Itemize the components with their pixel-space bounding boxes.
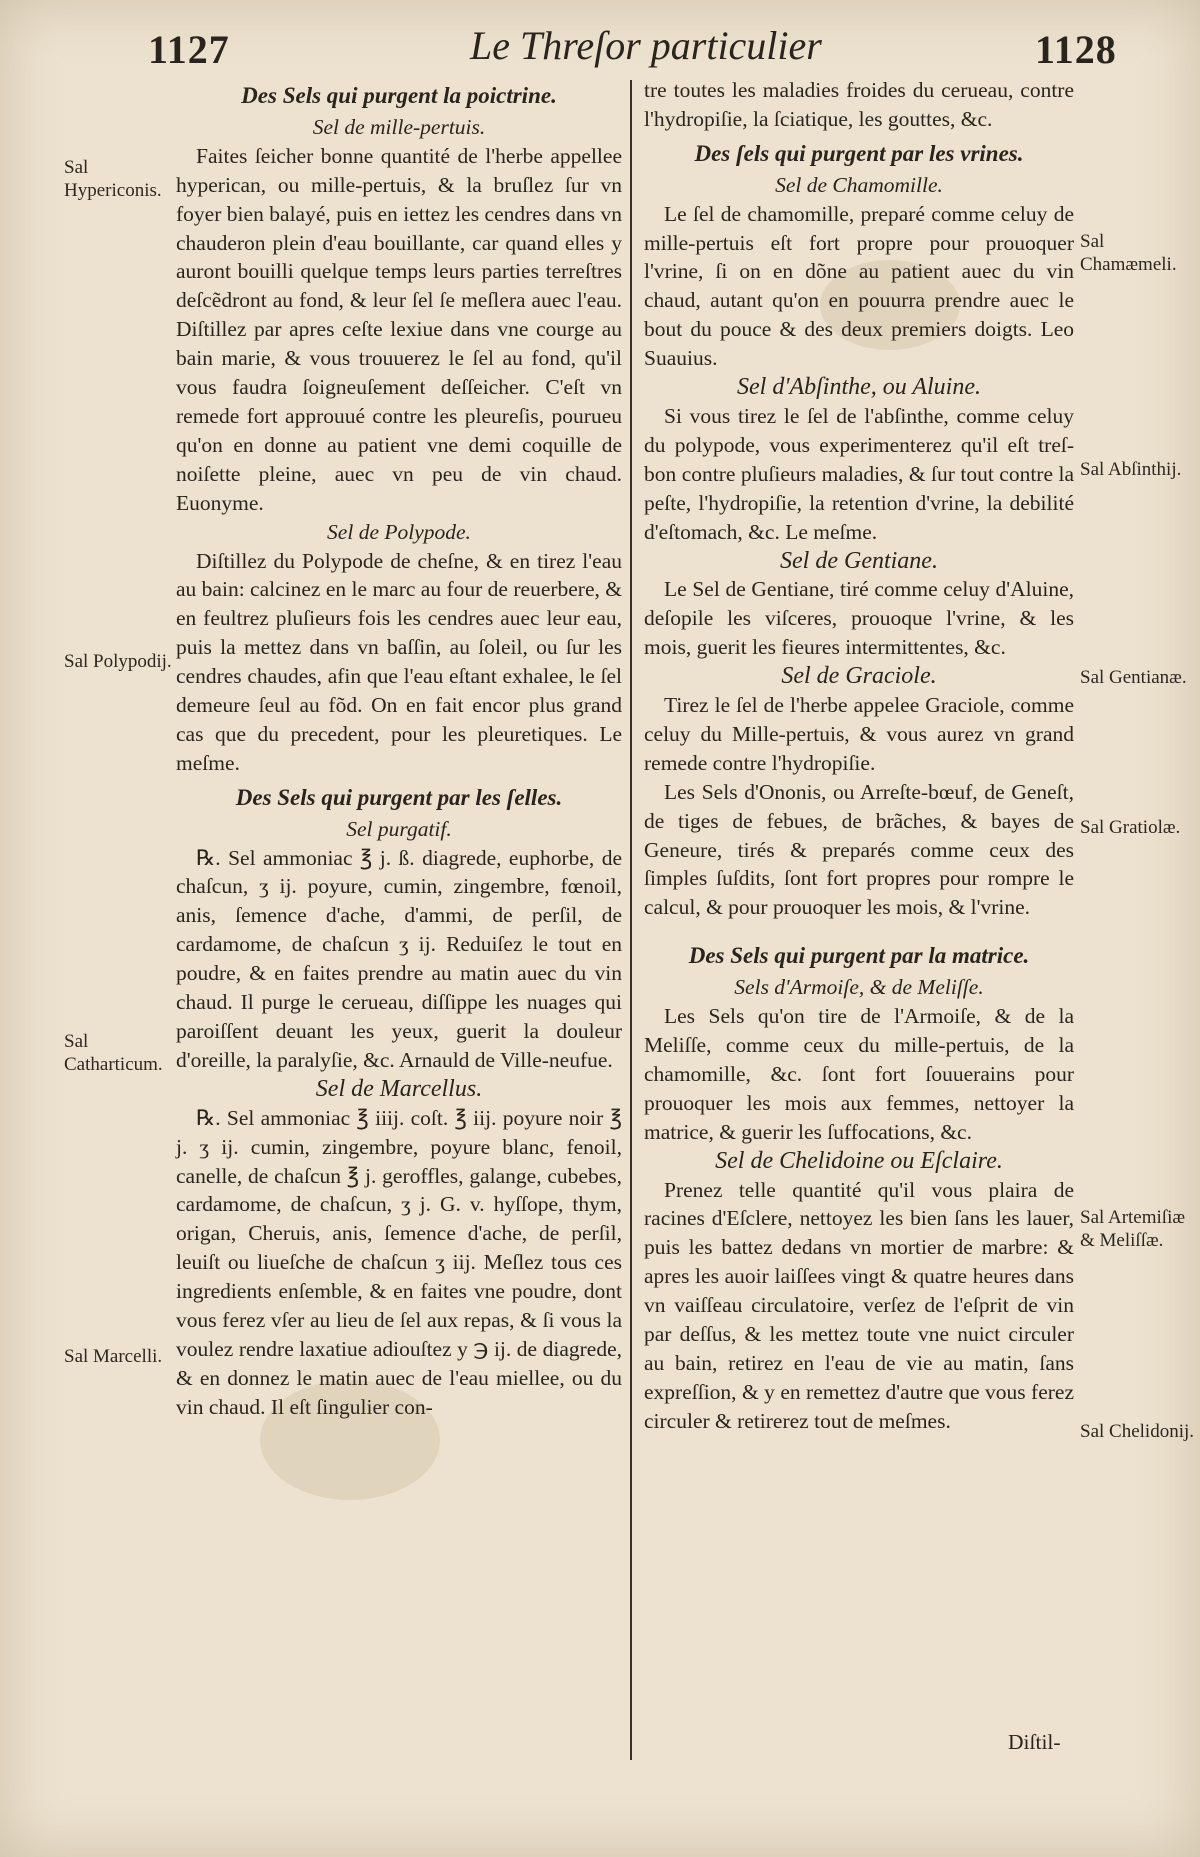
body-paragraph: Les Sels d'Ononis, ou Arreſte-bœuf, de Geneſt, de tiges de febues, de brãches, & bayes de Geneure, tirés & preparés comme ceux des ſimples ſuſdits, ſont fort propres pour rompre le calcul, & pour prouoquer les mois, & l'vrine. (644, 779, 1074, 920)
running-header (0, 18, 1200, 72)
page-number-right: 1128 (1035, 27, 1117, 72)
body-paragraph: Le ſel de chamomille, preparé comme celuy de mille-pertuis eſt fort propre pour prouoquer l'vrine, ſi on en dõne au patient auec du vin chaud, autant qu'on en pouurra prendre auec le bout du pouce & des deux premiers doigts. Leo Suauius. (644, 201, 1074, 371)
section-heading: Des Sels qui purgent par les ſelles. (235, 784, 563, 810)
page-number-left: 1127 (148, 27, 230, 72)
recipe-heading: Sel de Gentiane. (780, 547, 938, 574)
running-title: Le Threſor particulier (470, 23, 822, 68)
recipe-heading: Sel d'Abſinthe, ou Aluine. (737, 374, 981, 401)
body-paragraph: Tirez le ſel de l'herbe appelee Graciole, comme celuy du Mille-pertuis, & vous aurez vn grand remede contre l'hydropiſie. (644, 693, 1074, 775)
body-paragraph: Prenez telle quantité qu'il vous plaira de racines d'Eſclere, nettoyez les bien ſans les lauer, puis les battez dedans vn mortier de marbre: & apres les auoir laiſſees vingt & quatre heures dans vn vaiſſeau circulatoire, verſez de l'eſprit de vin par deſſus, & les mettez toute vne nuict circuler au bain, retirez en l'eau de vie au matin, ſans expreſſion, & y en remettez d'autre que vous ferez circuler & retirerez tout de meſmes. (644, 1177, 1074, 1433)
column-divider (630, 80, 632, 1760)
left-column (176, 76, 622, 1422)
recipe-heading: Sels d'Armoiſe, & de Meliſſe. (734, 975, 984, 1000)
body-paragraph: ℞. Sel ammoniac ℥ j. ß. diagrede, euphorbe, de chaſcun, ʒ ij. poyure, cumin, zingembre, fœnoil, anis, ſemence d'ache, d'ammi, de perſil, de cardamome, de chaſcun ʒ ij. Reduiſez le tout en poudre, & en faites prendre au matin auec du vin chaud. Il purge le cerueau, diſſippe les nuages qui paroiſſent deuant les yeux, guerit la douleur d'oreille, la paralyſie, &c. Arnauld de Ville-neufue. (176, 845, 622, 1072)
body-paragraph: ℞. Sel ammoniac ℥ iiij. coſt. ℥ iij. poyure noir ℥ j. ʒ ij. cumin, zingembre, poyure blanc, fenoil, canelle, de chaſcun ℥ j. geroffles, galange, cubebes, cardamome, de chaſcun, ʒ j. G. v. hyſſope, thym, origan, Cheruis, anis, ſemence d'ache, de perſil, leuiſt ou liueſche de chaſcun ʒ iij. Meſlez tous ces ingredients enſemble, & en faites vne poudre, dont vous ferez vſer au lieu de ſel aux repas, & ſi vous la voulez rendre laxatiue adiouſtez y ℈ ij. de diagrede, & en donnez le matin auec de l'eau miellee, ou du vin chaud. Il eſt ſingulier con- (176, 1105, 622, 1419)
recipe-heading: Sel de Chelidoine ou Eſclaire. (715, 1147, 1003, 1174)
margin-note-sal-hypericonis: Sal Hypericonis. (64, 157, 162, 201)
spacer (644, 922, 1074, 936)
body-paragraph: Si vous tirez le ſel de l'abſinthe, comme celuy du polypode, vous experimenterez qu'il eſt treſ-bon contre pluſieurs maladies, & ſur tout contre la peſte, l'hydropiſie, la retention d'vrine, la debilité d'eſtomach, &c. Le meſme. (644, 403, 1074, 544)
body-paragraph: Le Sel de Gentiane, tiré comme celuy d'Aluine, deſopile les viſceres, prouoque l'vrine, & les mois, guerit les fieures intermittentes, &c. (644, 577, 1074, 660)
recipe-heading: Sel de Graciole. (781, 663, 937, 690)
recipe-heading: Sel de Polypode. (327, 519, 471, 544)
body-paragraph: Les Sels qu'on tire de l'Armoiſe, & de la Meliſſe, comme ceux du mille-pertuis, de la chamomille, &c. ſont fort ſouuerains pour prouoquer les mois aux femmes, nettoyer la matrice, & guerir les ſuffocations, &c. (644, 1004, 1074, 1144)
catchword: Diſtil- (1008, 1730, 1061, 1754)
margin-note-sal-chamaemeli: Sal Chamæmeli. (1080, 231, 1177, 275)
recipe-heading: Sel de mille-pertuis. (312, 114, 486, 139)
section-heading: Des Sels qui purgent par la matrice. (688, 943, 1030, 969)
section-heading: Des Sels qui purgent la poictrine. (241, 83, 557, 108)
right-column (644, 76, 1074, 1436)
body-paragraph: Diſtillez du Polypode de cheſne, & en tirez l'eau au bain: calcinez en le marc au four de reuerbere, & en feultrez pluſieurs fois les cendres auec leur eau, puis la mettez dans vn baſſin, au ſoleil, ou ſur les cendres chaudes, afin que l'eau eſtant exhalee, le ſel demeure ſeul au fõd. On en fait encor plus grand cas que du precedent, pour les pleuretiques. Le meſme. (176, 548, 622, 775)
margin-note-sal-marcelli: Sal Marcelli. (64, 1346, 163, 1367)
recipe-heading: Sel de Chamomille. (775, 172, 943, 197)
recipe-heading: Sel purgatif. (346, 816, 452, 841)
margin-note-sal-gratiolae: Sal Gratiolæ. (1080, 817, 1181, 838)
margin-note-sal-gentianae: Sal Gentianæ. (1080, 667, 1187, 688)
body-paragraph: tre toutes les maladies froides du cerueau, contre l'hydropiſie, la ſciatique, les gouttes, &c. (644, 78, 1074, 131)
recipe-heading: Sel de Marcellus. (315, 1075, 483, 1102)
section-heading: Des ſels qui purgent par les vrines. (694, 140, 1024, 166)
margin-note-sal-artemisiae: Sal Artemiſiæ & Meliſſæ. (1080, 1207, 1186, 1251)
margin-note-sal-chelidonij: Sal Chelidonij. (1080, 1421, 1194, 1442)
margin-note-sal-catharticum: Sal Catharticum. (64, 1031, 163, 1075)
margin-note-sal-absinthij: Sal Abſinthij. (1080, 459, 1182, 480)
margin-note-sal-polypodij: Sal Polypodij. (64, 651, 172, 672)
body-paragraph: Faites ſeicher bonne quantité de l'herbe appellee hyperican, ou mille-pertuis, & la bruſlez ſur vn foyer bien balayé, puis en iettez les cendres dans vn chauderon plein d'eau bouillante, car quand elles y auront bouilli quelque temps leurs parties terreſtres deſcẽdront au fond, & leur ſel ſe meſlera auec l'eau. Diſtillez par apres ceſte lexiue dans vne courge au bain marie, & vous trouuerez le ſel au fond, qu'il vous faudra ſoigneuſement deſſeicher. C'eſt vn remede fort approuué contre les pleureſis, pourueu qu'on en donne au patient vne demi coquille de noiſette pleine, auec vn peu de vin chaud. Euonyme. (176, 143, 622, 515)
